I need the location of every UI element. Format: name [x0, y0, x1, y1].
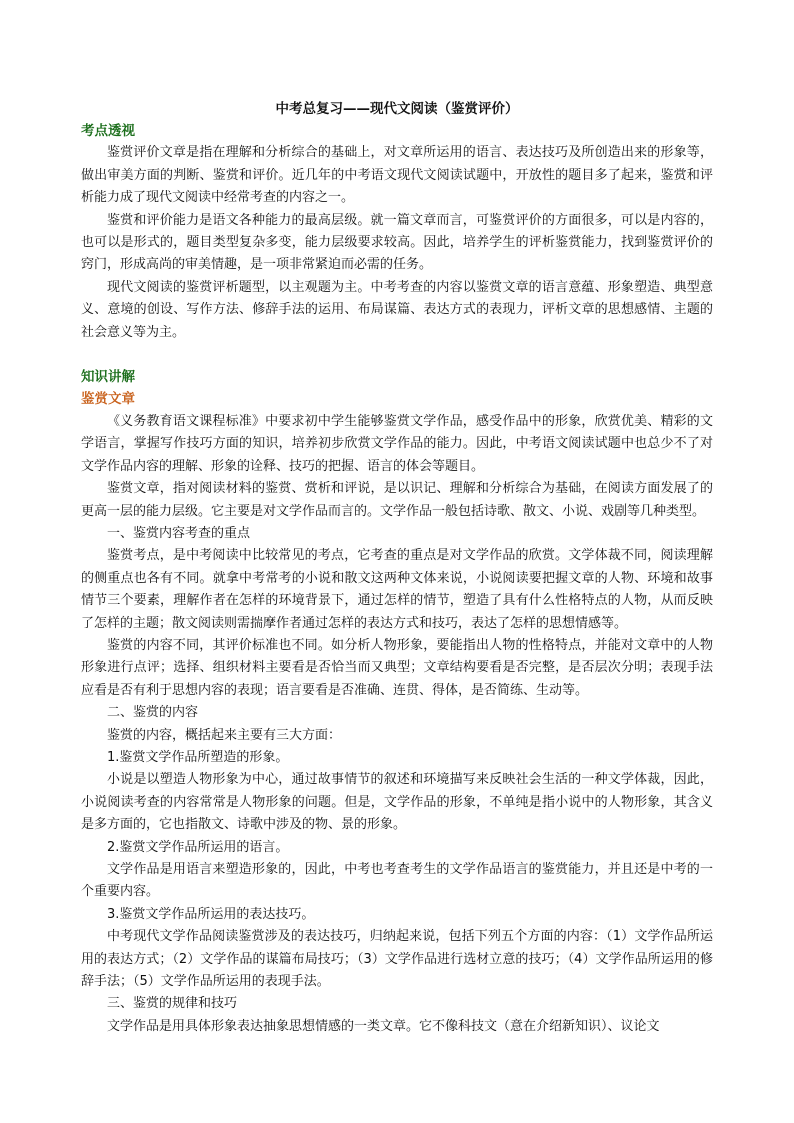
item-label-2: 2.鉴赏文学作品所运用的语言。	[107, 839, 289, 855]
section-heading-exam-points: 考点透视	[81, 123, 135, 139]
section-heading-knowledge: 知识讲解	[81, 369, 135, 386]
spacer	[81, 344, 713, 366]
paragraph: 《义务教育语文课程标准》中要求初中学生能够鉴赏文学作品，感受作品中的形象，欣赏优美、精彩的文学语言，掌握写作技巧方面的知识，培养初步欣赏文学作品的能力。因此，中考语文阅读试题中也总少不了对文学作品内容的理解、形象的诠释、技巧的把握、语言的体会等题目。	[81, 413, 713, 474]
paragraph: 鉴赏考点，是中考阅读中比较常见的考点，它考查的重点是对文学作品的欣赏。文学体裁不同，阅读理解的侧重点也各有不同。就拿中考常考的小说和散文这两种文体来说，小说阅读要把握文章的人物、环境和故事情节三个要素，理解作者在怎样的环境背景下，通过怎样的情节，塑造了具有什么性格特点的人物，从而反映了怎样的主题；散文阅读则需揣摩作者通过怎样的表达方式和技巧，表达了怎样的思想情感等。	[81, 548, 713, 631]
paragraph: 鉴赏评价文章是指在理解和分析综合的基础上，对文章所运用的语言、表达技巧及所创造出来的形象等，做出审美方面的判断、鉴赏和评价。近几年的中考语文现代文阅读试题中，开放性的题目多了起来，鉴赏和评析能力成了现代文阅读中经常考查的内容之一。	[81, 145, 713, 206]
paragraph: 鉴赏的内容不同，其评价标准也不同。如分析人物形象，要能指出人物的性格特点，并能对文章中的人物形象进行点评；选择、组织材料主要看是否恰当而又典型；文章结构要看是否完整，是否层次分明；表现手法应看是否有利于思想内容的表现；语言要看是否准确、连贯、得体，是否简练、生动等。	[81, 637, 713, 698]
part-heading-1: 一、鉴赏内容考查的重点	[107, 525, 251, 541]
document-page	[81, 98, 713, 1038]
paragraph: 鉴赏文章，指对阅读材料的鉴赏、赏析和评说，是以识记、理解和分析综合为基础，在阅读方面发展了的更高一层的能力层级。它主要是对文学作品而言的。文学作品一般包括诗歌、散文、小说、戏剧等几种类型。	[81, 481, 713, 519]
item-label-3: 3.鉴赏文学作品所运用的表达技巧。	[107, 906, 315, 922]
paragraph: 文学作品是用具体形象表达抽象思想情感的一类文章。它不像科技文（意在介绍新知识）、议论文	[107, 1018, 660, 1034]
paragraph: 中考现代文学作品阅读鉴赏涉及的表达技巧，归纳起来说，包括下列五个方面的内容：（1）文学作品所运用的表达方式；（2）文学作品的谋篇布局技巧；（3）文学作品进行选材立意的技巧；（4）文学作品所运用的修辞手法；（5）文学作品所运用的表现手法。	[81, 929, 713, 990]
paragraph: 现代文阅读的鉴赏评析题型，以主观题为主。中考考查的内容以鉴赏文章的语言意蕴、形象塑造、典型意义、意境的创设、写作方法、修辞手法的运用、布局谋篇、表达方式的表现力，评析文章的思想感情、主题的社会意义等为主。	[81, 279, 713, 340]
subheading-appreciation: 鉴赏文章	[81, 391, 135, 408]
paragraph: 鉴赏和评价能力是语文各种能力的最高层级。就一篇文章而言，可鉴赏评价的方面很多，可以是内容的，也可以是形式的，题目类型复杂多变，能力层级要求较高。因此，培养学生的评析鉴赏能力，找到鉴赏评价的窍门，形成高尚的审美情趣，是一项非常紧迫而必需的任务。	[81, 212, 713, 273]
part-heading-3: 三、鉴赏的规律和技巧	[107, 996, 238, 1012]
paragraph: 小说是以塑造人物形象为中心，通过故事情节的叙述和环境描写来反映社会生活的一种文学体裁，因此，小说阅读考查的内容常常是人物形象的问题。但是，文学作品的形象，不单纯是指小说中的人物形象，其含义是多方面的，它也指散文、诗歌中涉及的物、景的形象。	[81, 772, 713, 833]
document-title: 中考总复习——现代文阅读（鉴赏评价）	[275, 101, 519, 117]
item-label-1: 1.鉴赏文学作品所塑造的形象。	[107, 749, 289, 765]
paragraph: 鉴赏的内容，概括起来主要有三大方面：	[107, 727, 342, 743]
paragraph: 文学作品是用语言来塑造形象的，因此，中考也考查考生的文学作品语言的鉴赏能力，并且还是中考的一个重要内容。	[81, 862, 713, 900]
part-heading-2: 二、鉴赏的内容	[107, 705, 199, 721]
